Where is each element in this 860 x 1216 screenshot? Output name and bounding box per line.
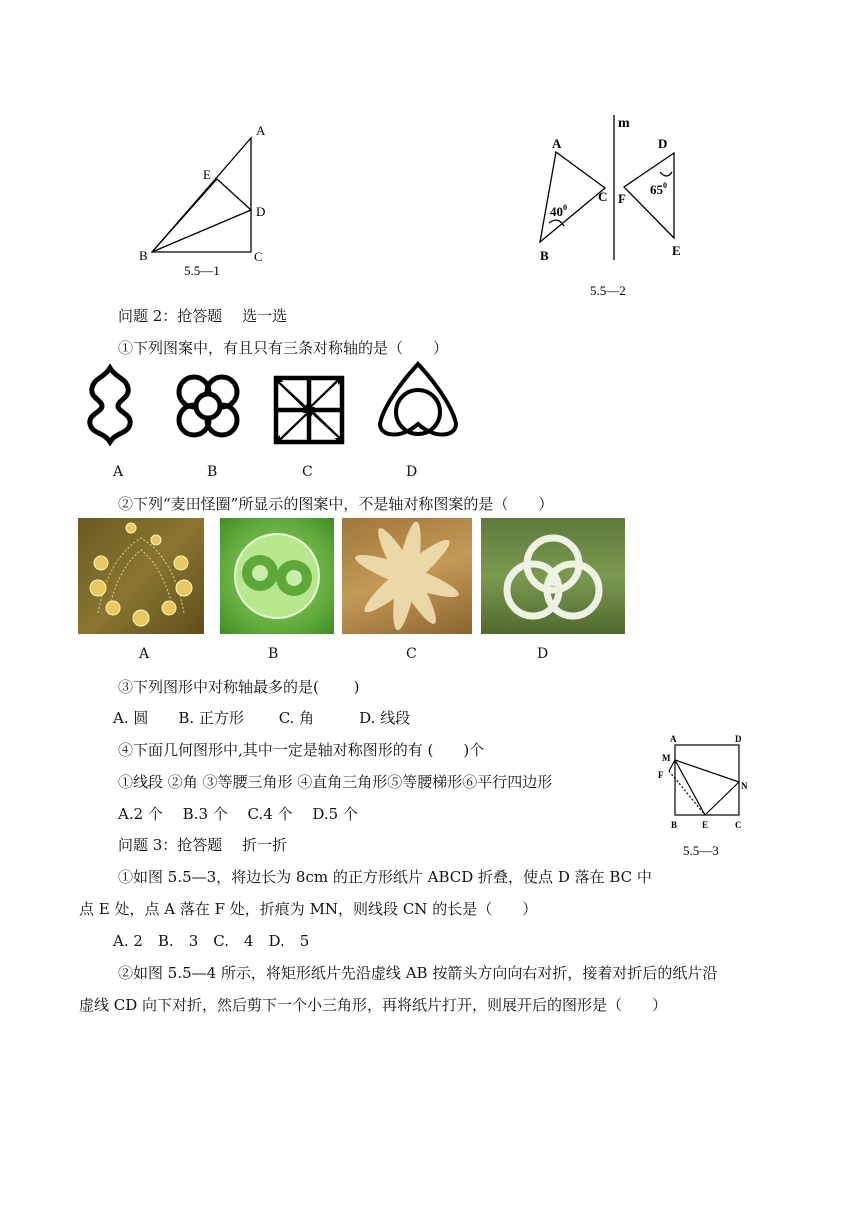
option-label-b: B	[268, 646, 279, 662]
point-label-e: E	[672, 243, 681, 258]
figure-caption: 5.5—1	[184, 263, 220, 278]
option-label-d: D	[406, 464, 418, 480]
point-label-d: D	[735, 734, 742, 744]
pattern-b-icon	[172, 370, 244, 442]
q3-s2-line1: ②如图 5.5—4 所示，将矩形纸片先沿虚线 AB 按箭头方向向右对折，接着对折后的纸片沿	[118, 964, 718, 982]
q2-s4-choices: A.2 个 B.3 个 C.4 个 D.5 个	[118, 805, 358, 823]
q2-s4-items: ①线段 ②角 ③等腰三角形 ④直角三角形⑤等腰梯形⑥平行四边形	[118, 773, 553, 791]
figure-5-5-2	[530, 110, 710, 305]
q2-s4-text: ④下面几何图形中,其中一定是轴对称图形的有 ( )个	[118, 741, 485, 759]
point-label-d: D	[658, 136, 668, 151]
point-label-a: A	[552, 136, 562, 151]
point-label-b: B	[540, 248, 549, 263]
option-label-b: B	[207, 464, 218, 480]
point-label-c: C	[598, 189, 608, 204]
point-label-m: M	[662, 753, 671, 763]
q2-s2-text: ②下列“麦田怪圈”所显示的图案中，不是轴对称图案的是（ ）	[118, 495, 554, 513]
q3-s1-line2: 点 E 处，点 A 落在 F 处，折痕为 MN，则线段 CN 的长是（ ）	[79, 900, 538, 918]
option-label-a: A	[113, 464, 124, 480]
figure-caption: 5.5—2	[590, 283, 626, 298]
axis-label-m: m	[618, 116, 630, 131]
q2-s3-choices: A. 圆 B. 正方形 C. 角 D. 线段	[113, 709, 411, 727]
point-label-f: F	[658, 770, 664, 780]
point-label-a: A	[256, 123, 266, 138]
crop-circle-photo-a	[78, 518, 204, 634]
q3-s2-line2: 虚线 CD 向下对折，然后剪下一个小三角形，再将纸片打开，则展开后的图形是（ ）	[79, 996, 668, 1014]
figure-5-5-1	[130, 115, 290, 285]
crop-circle-photo-c	[342, 518, 472, 634]
point-label-e: E	[203, 167, 211, 182]
point-label-d: D	[256, 204, 266, 219]
pattern-a-icon	[82, 364, 138, 446]
point-label-a: A	[670, 734, 677, 744]
crop-circle-photo-d	[481, 518, 625, 634]
q2-heading: 问题 2：抢答题 选一选	[118, 307, 288, 325]
q2-s3-text: ③下列图形中对称轴最多的是( )	[118, 678, 360, 696]
point-label-c: C	[735, 820, 742, 830]
point-label-n: N	[741, 781, 748, 791]
figure-5-5-3	[655, 730, 755, 860]
option-label-c: C	[406, 646, 417, 662]
q2-s1-text: ①下列图案中，有且只有三条对称轴的是（ ）	[118, 339, 449, 357]
q3-s1-line1: ①如图 5.5—3，将边长为 8cm 的正方形纸片 ABCD 折叠，使点 D 落在 BC 中	[118, 868, 652, 886]
crop-circle-photo-b	[220, 518, 334, 634]
point-label-c: C	[254, 249, 263, 264]
angle-label-40: $40^0$	[550, 203, 567, 219]
figure-caption: 5.5—3	[683, 843, 719, 858]
q3-heading: 问题 3：抢答题 折一折	[118, 836, 288, 854]
point-label-b: B	[139, 248, 148, 263]
angle-label-65: $65^0$	[650, 181, 667, 197]
option-label-d: D	[537, 646, 549, 662]
option-label-c: C	[302, 464, 313, 480]
q3-s1-choices: A. 2 B. 3 C. 4 D. 5	[113, 932, 310, 950]
pattern-d-icon	[374, 360, 462, 442]
option-label-a: A	[139, 646, 150, 662]
point-label-e: E	[702, 820, 709, 830]
point-label-b: B	[671, 820, 678, 830]
point-label-f: F	[618, 191, 626, 206]
pattern-c-icon	[272, 374, 346, 446]
